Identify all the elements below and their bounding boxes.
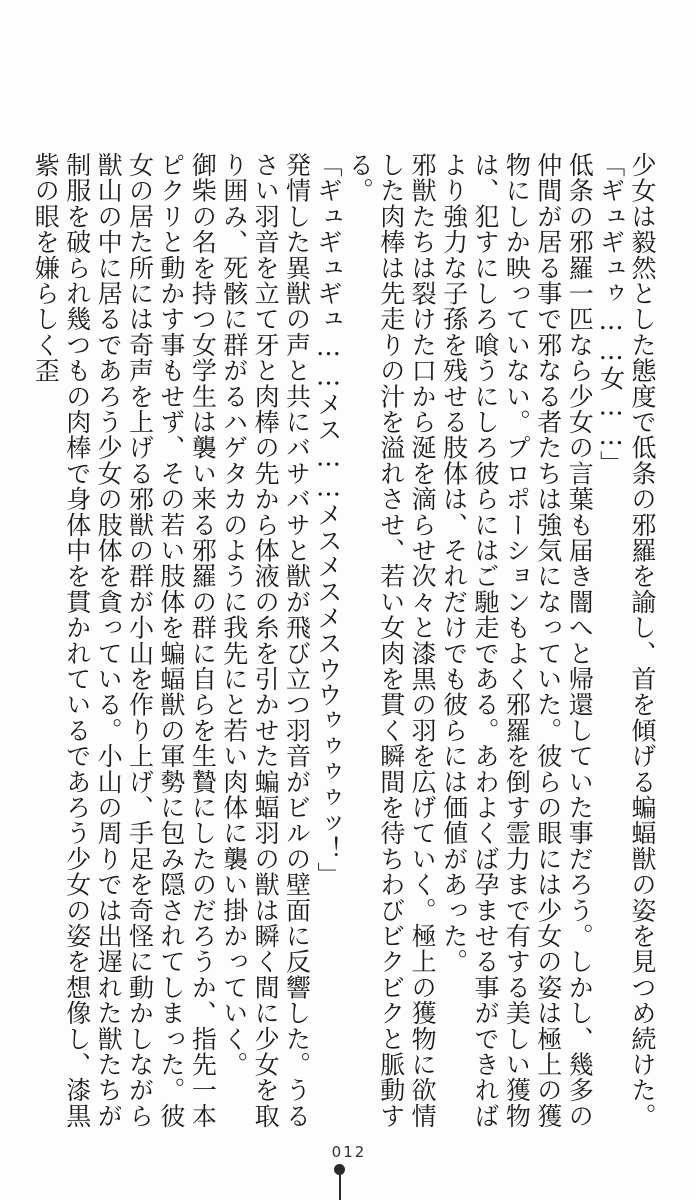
paragraph-1: 少女は毅然とした態度で低条の邪羅を諭し、首を傾げる蝙蝠獣の姿を見つめ続けた。 [628,152,657,1129]
paragraph-4: 邪獣たちは裂けた口から涎を滴らせ次々と漆黒の羽を広げていく。極上の獲物に欲情した肉棒は先走りの汁を溢れさせ、若い女肉を貫く瞬間を待ちわびビクビクと脈動する。 [345,152,438,1129]
page-marker-line [339,1174,341,1200]
paragraph-6: 発情した異獣の声と共にバサバサと獣が飛び立つ羽音がビルの壁面に反響した。うるさい羽音を立て牙と肉棒の先から体液の糸を引かせた蝙蝠羽の獣は瞬く間に少女を取り囲み、死骸に群がるハゲタカのように我先にと若い肉体に襲い掛かっていく。 [219,152,312,1129]
paragraph-7: 御柴の名を持つ女学生は襲い来る邪羅の群に自らを生贄にしたのだろうか、指先一本ピクリと動かす事もせず、その若い肢体を蝙蝠獣の軍勢に包み隠されてしまった。彼女の居た所には奇声を上げる邪獣の群が小山を作り上げ、手足を奇怪に動かしながら獣山の中に居るであろう少女の肢体を貪っている。小山の周りでは出遅れた獣たちが制服を破られ幾つもの肉棒で身体中を貫かれているであろう少女の姿を想像し、漆黒紫の眼を嫌らしく歪 [31,152,218,1129]
paragraph-5: 「ギュギュギュ……メス……メスメスメスウウゥゥゥゥッ！」 [313,152,343,888]
paragraph-3: 低条の邪羅一匹なら少女の言葉も届き闇へと帰還していた事だろう。しかし、幾多の仲間が居る事で邪なる者たちは強気になっていた。彼らの眼には少女の姿は極上の獲物にしか映っていない。プロポーションもよく邪羅を倒す霊力まで有する美しい獲物は、犯すにしろ喰うにしろ彼らにはご馳走である。あわよくば孕ませる事ができればより強力な子孫を残せる肢体は、それだけでも彼らには価値があった。 [439,152,595,1129]
paragraph-2: 「ギュギュゥ……女……」 [596,152,626,477]
page-number: 012 [331,1143,367,1161]
vertical-body-text [28,152,658,1132]
